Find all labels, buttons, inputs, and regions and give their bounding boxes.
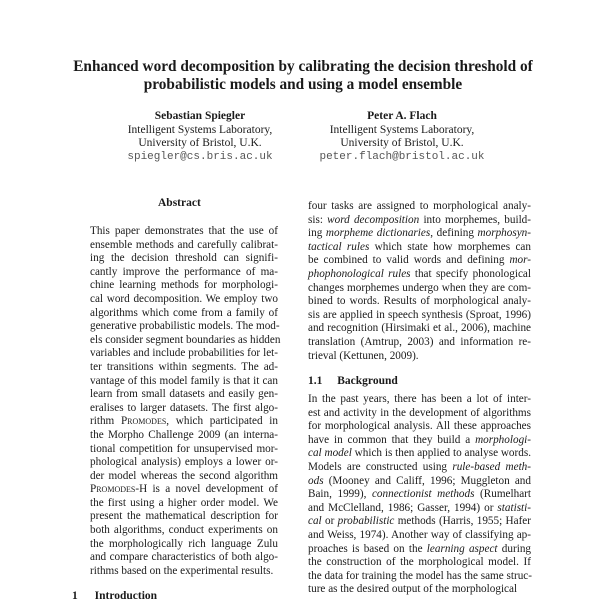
author-affiliation: Intelligent Systems Laboratory, bbox=[329, 123, 475, 136]
text-segment: present the mathematical description for bbox=[90, 510, 278, 523]
text-line bbox=[90, 510, 278, 524]
emphasis-text: word decomposition bbox=[327, 213, 420, 226]
text-line bbox=[308, 461, 531, 475]
text-line bbox=[308, 322, 531, 336]
text-line bbox=[90, 497, 278, 511]
text-segment: which is then applied to analyse words. bbox=[351, 447, 531, 460]
text-line bbox=[308, 529, 531, 543]
emphasis-text: learning aspect bbox=[426, 542, 498, 555]
text-line bbox=[308, 350, 531, 364]
text-segment: bined to words. Results of morphological analy- bbox=[308, 295, 531, 308]
emphasis-text: phophonological rules bbox=[308, 267, 411, 280]
text-segment: els consider segment boundaries as hidden bbox=[90, 333, 281, 346]
text-segment: four tasks are assigned to morphological analy- bbox=[308, 200, 531, 212]
text-segment: which state how morphemes can bbox=[369, 240, 531, 253]
text-segment: the construction of the morphological model. If bbox=[308, 556, 531, 569]
emphasis-text: statisti- bbox=[497, 501, 531, 514]
text-line bbox=[308, 475, 531, 489]
emphasis-text: connectionist methods bbox=[371, 488, 475, 501]
background-paragraph bbox=[308, 393, 531, 597]
text-line bbox=[90, 470, 278, 484]
text-line bbox=[90, 266, 278, 280]
section-number: 1.1 bbox=[308, 375, 323, 387]
text-line bbox=[90, 293, 278, 307]
text-line bbox=[90, 279, 278, 293]
text-segment: the morphologically rich language Zulu bbox=[90, 537, 278, 550]
text-line bbox=[90, 538, 278, 552]
text-segment: variables and include probabilities for let- bbox=[90, 347, 278, 360]
text-segment: ter transitions within segments. The ad- bbox=[90, 360, 278, 373]
text-line bbox=[90, 239, 278, 253]
author-location: University of Bristol, U.K. bbox=[138, 137, 262, 150]
text-line bbox=[308, 556, 531, 570]
text-segment: for morphological analysis. All these approaches bbox=[308, 420, 531, 433]
text-line bbox=[308, 254, 531, 268]
text-segment: and recognition (Hirsimaki et al., 2006), machine bbox=[308, 322, 531, 335]
emphasis-text: tactical rules bbox=[308, 240, 370, 253]
text-segment: generative probabilistic models. The mod- bbox=[90, 320, 280, 333]
emphasis-text: mor- bbox=[509, 254, 531, 267]
emphasis-text: cal bbox=[308, 515, 322, 528]
abstract-heading: Abstract bbox=[158, 197, 201, 209]
text-line bbox=[90, 429, 278, 443]
section-heading-background bbox=[308, 375, 398, 387]
text-segment: sis are applied in speech synthesis (Sproat, 1996) bbox=[308, 308, 531, 321]
text-segment: -H is a novel development of bbox=[135, 483, 278, 496]
text-line bbox=[90, 456, 278, 470]
author-affiliation: Intelligent Systems Laboratory, bbox=[127, 123, 273, 136]
emphasis-text: probabilistic bbox=[337, 515, 395, 528]
text-line bbox=[90, 415, 278, 429]
text-line bbox=[308, 295, 531, 309]
text-line bbox=[90, 347, 278, 361]
text-segment: both algorithms, conduct experiments on bbox=[90, 524, 278, 537]
text-line bbox=[308, 200, 531, 214]
text-segment: phological analysis) employs a lower or- bbox=[90, 456, 278, 469]
text-line bbox=[308, 282, 531, 296]
emphasis-text: morphosyn- bbox=[477, 227, 531, 240]
text-line bbox=[308, 241, 531, 255]
text-line bbox=[90, 524, 278, 538]
text-segment: algorithms which come from a family of bbox=[90, 306, 278, 319]
text-line bbox=[308, 268, 531, 282]
text-line bbox=[90, 320, 278, 334]
text-segment: tional competition for unsupervised mor- bbox=[90, 442, 278, 455]
text-segment: or bbox=[321, 515, 338, 528]
algorithm-name: Promodes bbox=[90, 483, 136, 496]
text-line bbox=[90, 225, 278, 239]
text-line bbox=[308, 227, 531, 241]
paper-title bbox=[60, 58, 546, 94]
text-line bbox=[90, 443, 278, 457]
text-segment: est and activity in the development of algorithms bbox=[308, 406, 531, 419]
text-line bbox=[308, 583, 531, 597]
author-name: Peter A. Flach bbox=[367, 110, 437, 122]
text-segment: ing bbox=[308, 227, 326, 240]
text-line bbox=[90, 252, 278, 266]
text-line bbox=[90, 565, 278, 579]
text-segment: proaches is based on the bbox=[308, 542, 427, 555]
text-segment: have in common that they build a bbox=[308, 433, 476, 446]
text-line bbox=[90, 483, 278, 497]
text-segment: vantage of this model family is that it can bbox=[90, 374, 278, 387]
text-line bbox=[90, 388, 278, 402]
text-segment: and compare characteristics of both algo- bbox=[90, 551, 278, 564]
author-name: Sebastian Spiegler bbox=[154, 110, 246, 122]
text-segment: ing the decision threshold can signifi- bbox=[90, 252, 278, 265]
algorithm-name: Promodes bbox=[120, 415, 167, 428]
text-line bbox=[308, 488, 531, 502]
text-segment: Models are constructed using bbox=[308, 460, 453, 473]
text-segment: ture as the desired output of the morphological bbox=[308, 583, 518, 596]
section-title: Background bbox=[337, 375, 398, 387]
text-segment: be combined to valid words and defining bbox=[308, 254, 510, 267]
text-line bbox=[90, 307, 278, 321]
text-segment: (Mooney and Califf, 1996; Muggleton and bbox=[323, 474, 531, 487]
text-segment: chine learning methods for morphologi- bbox=[90, 279, 278, 292]
author-block bbox=[292, 110, 512, 164]
text-segment: the Morpho Challenge 2009 (an interna- bbox=[90, 428, 278, 441]
section-title: Introduction bbox=[94, 590, 158, 602]
emphasis-text: morpheme dictionaries bbox=[325, 227, 431, 240]
text-segment: (Rumelhart bbox=[474, 488, 532, 501]
text-line bbox=[308, 447, 531, 461]
text-segment: learn from small datasets and easily gen- bbox=[90, 388, 278, 401]
text-line bbox=[308, 407, 531, 421]
text-segment: cantly improve the performance of ma- bbox=[90, 265, 278, 278]
text-line bbox=[308, 515, 531, 529]
text-segment: the data for training the model has the same struc- bbox=[308, 569, 532, 582]
text-segment: In the past years, there has been a lot of inter- bbox=[308, 393, 531, 405]
text-line bbox=[90, 333, 281, 348]
author-block bbox=[90, 110, 310, 164]
author-location: University of Bristol, U.K. bbox=[340, 137, 464, 150]
text-line bbox=[90, 402, 278, 416]
abstract-body bbox=[90, 225, 281, 578]
text-line bbox=[308, 336, 531, 350]
text-segment: This paper demonstrates that the use of bbox=[90, 225, 278, 237]
text-line bbox=[90, 375, 278, 389]
text-segment: and McClelland, 1986; Gasser, 1994) or bbox=[308, 501, 498, 514]
text-line bbox=[308, 502, 531, 516]
text-line bbox=[90, 551, 278, 565]
section-number: 1 bbox=[72, 590, 78, 602]
emphasis-text: morphologi- bbox=[475, 433, 531, 446]
text-segment: sis: bbox=[308, 213, 328, 226]
text-line bbox=[308, 570, 531, 584]
text-segment: eralises to larger datasets. The first algo- bbox=[90, 401, 278, 414]
text-segment: translation (Amtrup, 2003) and information re- bbox=[308, 335, 531, 348]
text-segment: cal word decomposition. We employ two bbox=[90, 292, 278, 305]
text-line bbox=[308, 214, 531, 228]
text-segment: trieval (Kettunen, 2009). bbox=[308, 349, 419, 362]
emphasis-text: rule-based meth- bbox=[452, 460, 531, 473]
title-line: probabilistic models and using a model ensemble bbox=[143, 76, 463, 93]
emphasis-text: cal model bbox=[308, 447, 352, 460]
text-line bbox=[308, 543, 531, 557]
section-heading-introduction bbox=[72, 590, 157, 602]
right-column-paragraph bbox=[308, 200, 531, 363]
author-email: spiegler@cs.bris.ac.uk bbox=[127, 150, 273, 163]
text-segment: der model whereas the second algorithm bbox=[90, 469, 278, 482]
text-segment: into morphemes, build- bbox=[419, 213, 531, 226]
text-segment: rithm bbox=[90, 415, 121, 428]
text-segment: the first using a higher order model. We bbox=[90, 496, 278, 509]
title-line: Enhanced word decomposition by calibrating the decision threshold of bbox=[73, 58, 533, 75]
text-segment: , which participated in bbox=[166, 415, 278, 428]
text-segment: changes morphemes undergo when they are com- bbox=[308, 281, 531, 294]
author-email: peter.flach@bristol.ac.uk bbox=[319, 150, 485, 163]
emphasis-text: ods bbox=[308, 474, 324, 487]
text-segment: methods (Harris, 1955; Hafer bbox=[394, 515, 531, 528]
text-line bbox=[308, 309, 531, 323]
text-segment: ensemble methods and carefully calibrat- bbox=[90, 238, 278, 251]
text-line bbox=[308, 420, 531, 434]
text-line bbox=[308, 393, 531, 407]
text-line bbox=[308, 434, 531, 448]
text-line bbox=[90, 361, 278, 375]
text-segment: during bbox=[497, 542, 532, 555]
text-segment: Bain, 1999), bbox=[308, 488, 372, 501]
text-segment: and Weiss, 1974). Another way of classifying ap- bbox=[308, 528, 531, 541]
text-segment: that specify phonological bbox=[410, 267, 531, 280]
text-segment: rithms based on the experimental results. bbox=[90, 564, 274, 577]
text-segment: , defining bbox=[430, 227, 478, 240]
